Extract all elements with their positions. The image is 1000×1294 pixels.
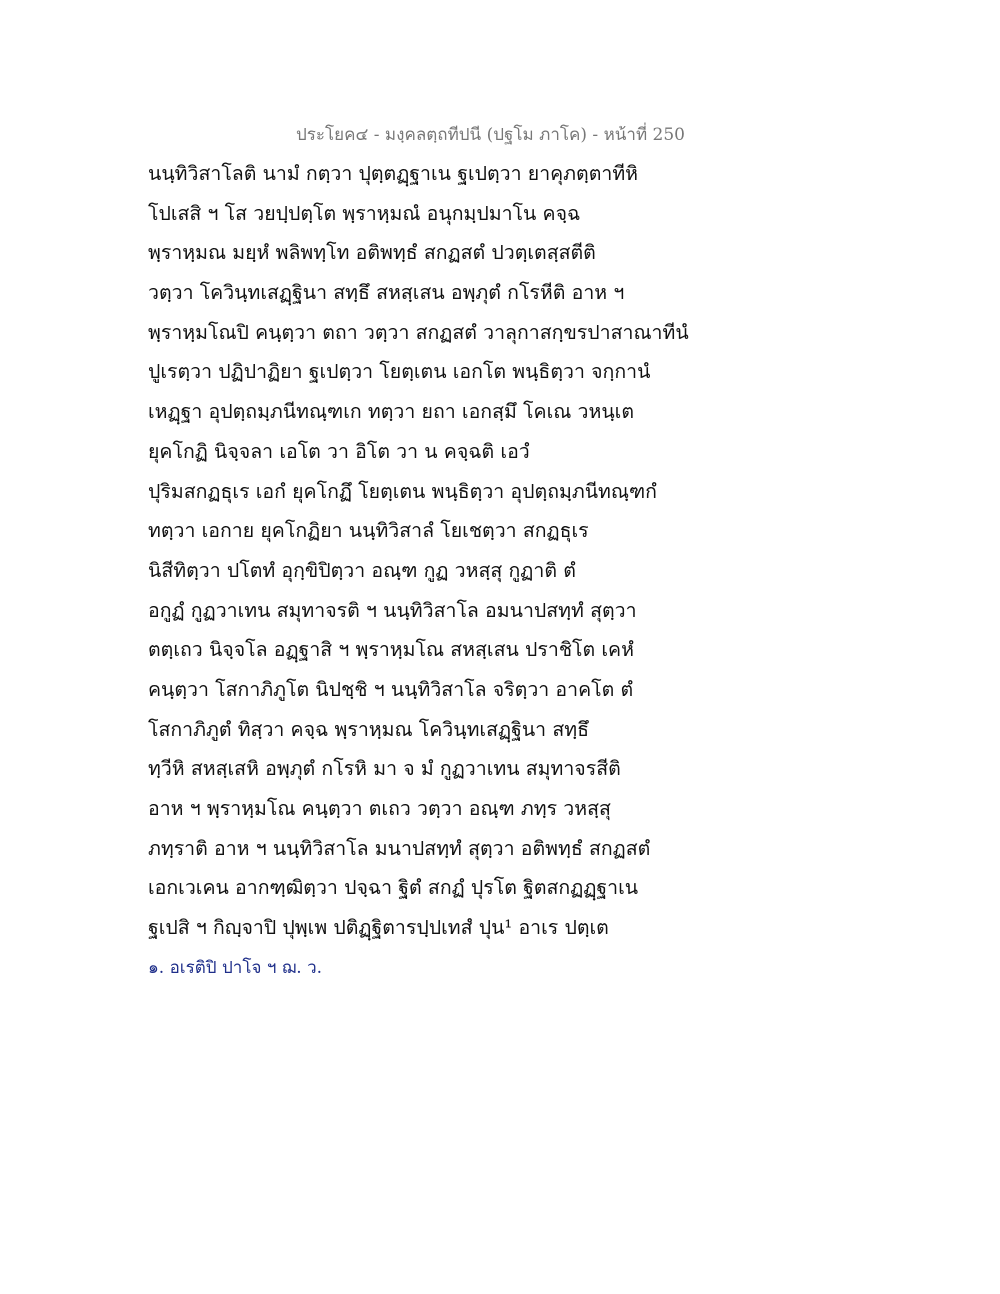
text-line: นนฺทิวิสาโลติ นามํ กตฺวา ปุตฺตฏฺฐาเน ฐเปตฺวา ยาคุภตฺตาทีหิ: [148, 162, 639, 185]
text-line: ฐเปสิ ฯ กิญฺจาปิ ปุพฺเพ ปติฏฺฐิตารปฺปเทสํ ปุน¹ อาเร ปตฺเต: [148, 916, 609, 940]
text-line: พฺราหฺมโณปิ คนฺตฺวา ตถา วตฺวา สกฏสตํ วาลุกาสกฺขรปาสาณาทีนํ: [148, 320, 689, 344]
text-line: ตตฺเถว นิจฺจโล อฏฺฐาสิ ฯ พฺราหฺมโณ สหสฺเสน ปราชิโต เคหํ: [148, 638, 634, 662]
text-line: ปุริมสกฏธุเร เอกํ ยุคโกฏึ โยตฺเตน พนฺธิตฺวา อุปตฺถมฺภนีทณฺฑกํ: [148, 479, 657, 503]
text-line: อาห ฯ พฺราหฺมโณ คนฺตฺวา ตเถว วตฺวา อณฺฑ ภทฺร วหสฺสุ: [148, 797, 611, 820]
text-line: พฺราหฺมณ มยฺหํ พลิพทฺโท อติพทฺธํ สกฏสตํ ปวตฺเตสฺสตีติ: [148, 241, 596, 265]
text-line: อกูฏํ กูฏวาเทน สมุทาจรติ ฯ นนฺทิวิสาโล อมนาปสทฺทํ สุตฺวา: [148, 598, 637, 622]
page-header: ประโยค๔ - มงฺคลตฺถทีปนี (ปฐโม ภาโค) - หน้าที่ 250: [296, 125, 685, 145]
text-line: วตฺวา โควินฺทเสฏฺฐินา สทฺธึ สหสฺเสน อพฺภุตํ กโรหีติ อาห ฯ: [148, 281, 625, 305]
footnote: ๑. อเรติปิ ปาโจ ฯ ฌ. ว.: [148, 958, 323, 978]
text-line: เอกเวเคน อากฑฺฒิตฺวา ปจฺฉา ฐิตํ สกฏํ ปุรโต ฐิตสกฏฏฺฐาเน: [148, 876, 639, 900]
text-line: ทตฺวา เอกาย ยุคโกฏิยา นนฺทิวิสาลํ โยเชตฺวา สกฏธุเร: [148, 519, 589, 543]
text-line: เหฏฺฐา อุปตฺถมฺภนีทณฺฑเก ทตฺวา ยถา เอกสฺมึ โคเณ วหนฺเต: [148, 400, 634, 424]
text-line: คนฺตฺวา โสกาภิภูโต นิปชฺชิ ฯ นนฺทิวิสาโล จริตฺวา อาคโต ตํ: [148, 677, 634, 701]
text-line: ยุคโกฏิ นิจฺจลา เอโต วา อิโต วา น คจฺฉติ เอวํ: [148, 439, 530, 463]
text-line: ปูเรตฺวา ปฏิปาฏิยา ฐเปตฺวา โยตฺเตน เอกโต พนฺธิตฺวา จกฺกานํ: [148, 360, 651, 384]
text-line: โสกาภิภูตํ ทิสฺวา คจฺฉ พฺราหฺมณ โควินฺทเสฏฺฐินา สทฺธึ: [148, 717, 589, 741]
text-line: โปเสสิ ฯ โส วยปฺปตฺโต พฺราหฺมณํ อนุกมฺปมาโน คจฺฉ: [148, 201, 581, 225]
text-line: ภทฺราติ อาห ฯ นนฺทิวิสาโล มนาปสทฺทํ สุตฺวา อติพทฺธํ สกฏสตํ: [148, 836, 651, 860]
body-text: [148, 154, 708, 948]
text-line: ทฺวีหิ สหสฺเสหิ อพฺภุตํ กโรหิ มา จ มํ กูฏวาเทน สมุทาจรสีติ: [148, 757, 621, 781]
text-line: นิสีทิตฺวา ปโตทํ อุกฺขิปิตฺวา อณฺฑ กูฏ วหสฺสุ กูฏาติ ตํ: [148, 558, 576, 582]
